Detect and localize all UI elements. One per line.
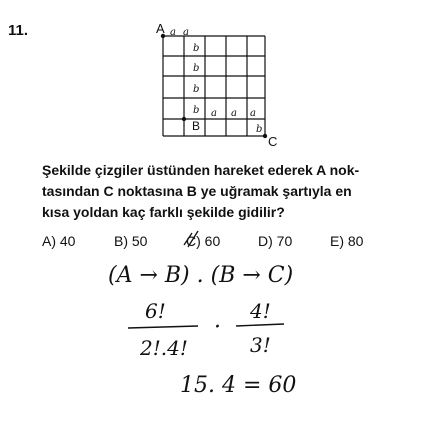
mark-a-3: a	[211, 108, 217, 119]
mark-b-4: b	[193, 105, 200, 116]
mark-a-4: a	[231, 108, 237, 119]
question-text	[42, 160, 417, 223]
hw-fraction2-denominator: 3!	[250, 333, 271, 357]
choice-value: 70	[276, 233, 293, 249]
grid-label-a: A	[156, 21, 165, 36]
choice-letter: A)	[42, 233, 56, 249]
hw-dot: ·	[214, 315, 221, 340]
mark-b-2: b	[193, 63, 200, 74]
hw-fraction1-denominator: 2!.4!	[140, 336, 188, 360]
choice-letter: B)	[114, 233, 128, 249]
choice-letter: E)	[330, 233, 344, 249]
grid-label-b: B	[192, 119, 201, 133]
choice-letter: C)	[186, 233, 201, 249]
grid-label-c: C	[268, 134, 278, 149]
hw-fraction2-numerator: 4!	[250, 299, 271, 323]
choice-value: 80	[347, 233, 364, 249]
choice-value: 40	[59, 233, 76, 249]
mark-b-1: b	[193, 43, 200, 54]
mark-a-2: a	[183, 27, 189, 38]
choice-value: 50	[131, 233, 148, 249]
choice-a[interactable]	[42, 233, 75, 249]
hw-result: 15. 4 = 60	[180, 373, 297, 398]
mark-b-3: b	[193, 84, 200, 95]
question-line: tasından C noktasına B ye uğramak şartıyla en	[42, 183, 352, 199]
choice-letter: D)	[258, 233, 273, 249]
question-line: kısa yoldan kaç farklı şekilde gidilir?	[42, 204, 285, 220]
choice-d[interactable]	[258, 233, 292, 249]
hw-path-expression: (A → B) . (B → C)	[108, 263, 294, 288]
question-number: 11.	[8, 22, 29, 39]
mark-b-5: b	[256, 124, 263, 135]
mark-a-1: a	[170, 27, 176, 38]
hw-fraction1-numerator: 6!	[145, 299, 166, 323]
choice-value: 60	[204, 233, 221, 249]
choice-b[interactable]	[114, 233, 147, 249]
choice-c[interactable]	[186, 233, 220, 249]
mark-a-5: a	[250, 108, 256, 119]
question-line: Şekilde çizgiler üstünden hareket ederek A nok-	[42, 162, 360, 178]
checkmark-icon	[182, 229, 204, 249]
choice-e[interactable]	[330, 233, 363, 249]
